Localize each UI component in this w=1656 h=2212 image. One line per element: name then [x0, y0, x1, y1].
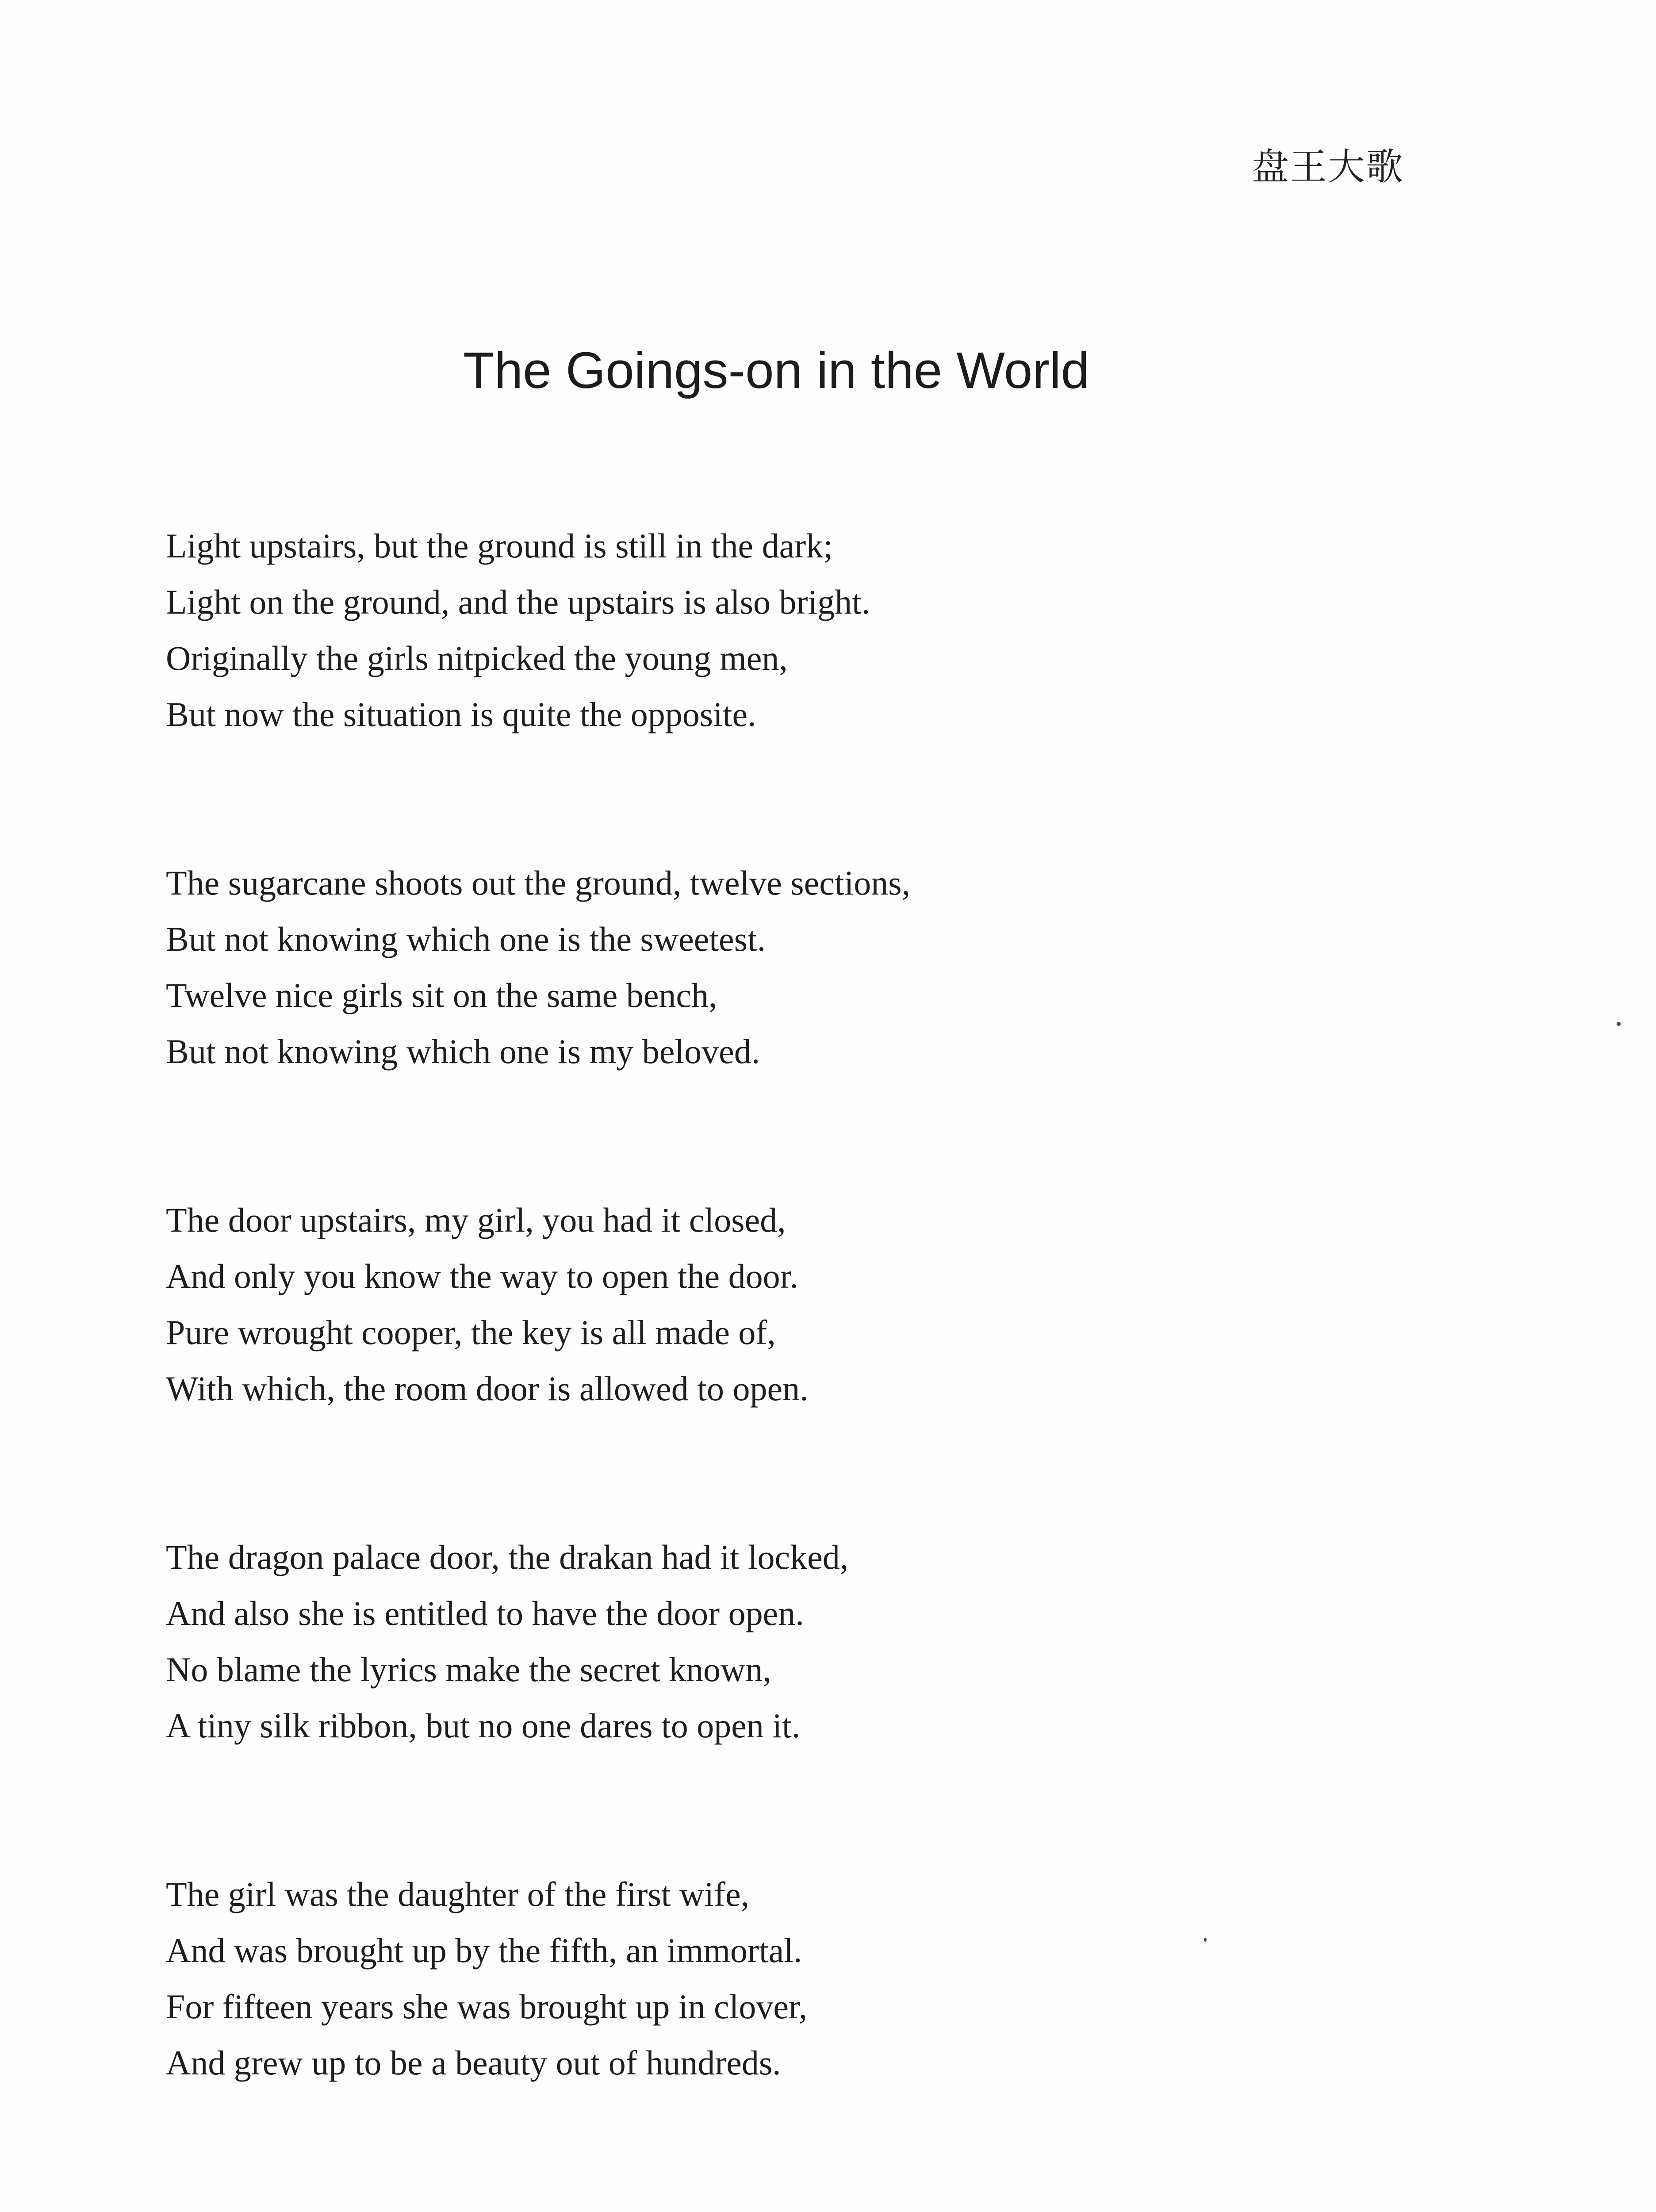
poem-line: But not knowing which one is my beloved. [166, 1032, 760, 1071]
scan-speck [1204, 1938, 1207, 1942]
poem-line: Originally the girls nitpicked the young men, [166, 639, 788, 677]
stanza [166, 1866, 1227, 2091]
poem-line: But now the situation is quite the opposite. [166, 695, 756, 733]
poem-line: No blame the lyrics make the secret known, [166, 1650, 771, 1689]
stanza [166, 518, 1227, 742]
poem-line: Pure wrought cooper, the key is all made of, [166, 1313, 776, 1352]
poem-title: The Goings-on in the World [463, 342, 1090, 399]
poem-line: Light upstairs, but the ground is still in the dark; [166, 526, 833, 565]
stanza [166, 855, 1227, 1079]
poem-line: The dragon palace door, the drakan had it locked, [166, 1538, 849, 1576]
poem-line: For fifteen years she was brought up in clover, [166, 1987, 808, 2026]
poem-line: A tiny silk ribbon, but no one dares to open it. [166, 1706, 801, 1745]
stanza [166, 1529, 1227, 1754]
poem-line: The girl was the daughter of the first wife, [166, 1875, 750, 1913]
poem-line: And grew up to be a beauty out of hundreds. [166, 2043, 781, 2082]
poem-line: Twelve nice girls sit on the same bench, [166, 976, 717, 1014]
poem-line: The sugarcane shoots out the ground, twelve sections, [166, 864, 911, 902]
poem-line: But not knowing which one is the sweetest. [166, 920, 766, 958]
poem-line [166, 2203, 1227, 2212]
poem-line: The door upstairs, my girl, you had it closed, [166, 1201, 786, 1239]
running-head: 盘王大歌 [1251, 145, 1404, 188]
poem-body [166, 518, 1227, 2212]
poem-line: With which, the room door is allowed to open. [166, 1369, 809, 1408]
poem-line: And was brought up by the fifth, an immortal. [166, 1931, 802, 1970]
poem-line: And also she is entitled to have the door open. [166, 1594, 804, 1632]
scan-speck [1617, 1022, 1621, 1026]
stanza [166, 2203, 1227, 2212]
stanza [166, 1192, 1227, 1417]
poem-line: And only you know the way to open the door. [166, 1257, 798, 1295]
poem-line: Light on the ground, and the upstairs is also bright. [166, 583, 870, 621]
